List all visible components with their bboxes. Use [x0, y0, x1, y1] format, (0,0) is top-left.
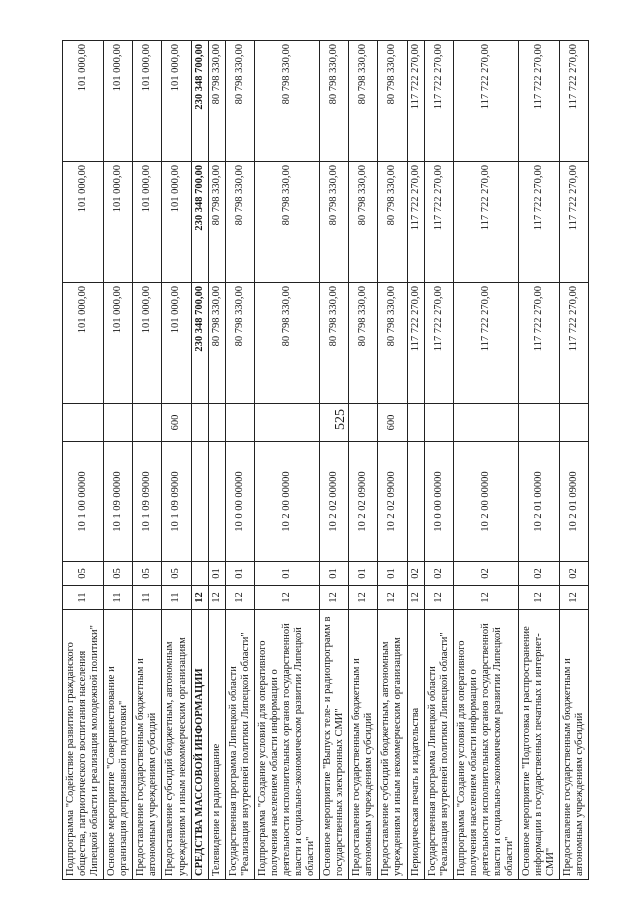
section-code-cell: 12: [254, 586, 319, 610]
row-name-cell: Основное мероприятие "Подготовка и распространение информации в государственных печатных и интернет-СМИ": [519, 610, 560, 880]
row-name-cell: Предоставление субсидий бюджетным, автономным учреждениям и иным некоммерческим организациям: [162, 610, 191, 880]
article-code-cell: 10 2 00 00000: [254, 442, 319, 562]
subsection-code-cell: 01: [349, 562, 378, 586]
subsection-code-cell: 01: [320, 562, 349, 586]
subsection-code-cell: 01: [225, 562, 254, 586]
amount-year1-cell: 101 000,00: [104, 283, 133, 404]
article-code-cell: 10 1 09 00000: [104, 442, 133, 562]
amount-year2-cell: 101 000,00: [162, 162, 191, 283]
expense-kind-cell: [320, 404, 349, 442]
amount-year2-cell: 80 798 330,00: [208, 162, 225, 283]
section-code-cell: 12: [208, 586, 225, 610]
subsection-code-cell: 01: [208, 562, 225, 586]
row-name-cell: Предоставление субсидий бюджетным, автономным учреждениям и иным некоммерческим организациям: [378, 610, 407, 880]
page-number: 525: [332, 409, 348, 430]
article-code-cell: [191, 442, 208, 562]
expense-kind-cell: 600: [378, 404, 407, 442]
amount-year3-cell: 101 000,00: [162, 41, 191, 162]
expense-kind-cell: [349, 404, 378, 442]
amount-year1-cell: 117 722 270,00: [424, 283, 453, 404]
table-row: [63, 41, 104, 880]
subsection-code-cell: 05: [162, 562, 191, 586]
row-name-cell: Предоставление государственным бюджетным и автономным учреждениям субсидий: [560, 610, 589, 880]
amount-year3-cell: 80 798 330,00: [378, 41, 407, 162]
rotated-page: [62, 40, 622, 880]
article-code-cell: 10 1 09 09000: [162, 442, 191, 562]
section-code-cell: 11: [63, 586, 104, 610]
amount-year3-cell: 80 798 330,00: [320, 41, 349, 162]
article-code-cell: 10 2 00 00000: [453, 442, 518, 562]
row-name-cell: Подпрограмма "Содействие развитию гражданского общества, патриотического воспитания населения Липецкой области и реализация молодежной политики": [63, 610, 104, 880]
amount-year3-cell: 101 000,00: [133, 41, 162, 162]
subsection-code-cell: 02: [407, 562, 424, 586]
amount-year2-cell: 101 000,00: [133, 162, 162, 283]
amount-year1-cell: 80 798 330,00: [320, 283, 349, 404]
table-row: [208, 41, 225, 880]
row-name-cell: Телевидение и радиовещание: [208, 610, 225, 880]
amount-year2-cell: 101 000,00: [104, 162, 133, 283]
table-row: [104, 41, 133, 880]
table-row: [560, 41, 589, 880]
row-name-cell: Периодическая печать и издательства: [407, 610, 424, 880]
article-code-cell: 10 0 00 00000: [225, 442, 254, 562]
amount-year1-cell: 101 000,00: [133, 283, 162, 404]
expense-kind-cell: [133, 404, 162, 442]
subsection-code-cell: 05: [133, 562, 162, 586]
section-code-cell: 12: [378, 586, 407, 610]
amount-year1-cell: 80 798 330,00: [225, 283, 254, 404]
article-code-cell: 10 1 09 09000: [133, 442, 162, 562]
expense-kind-cell: [519, 404, 560, 442]
section-code-cell: 12: [407, 586, 424, 610]
subsection-code-cell: 02: [424, 562, 453, 586]
section-code-cell: 11: [162, 586, 191, 610]
table-row: [407, 41, 424, 880]
subsection-code-cell: 02: [519, 562, 560, 586]
amount-year3-cell: 80 798 330,00: [208, 41, 225, 162]
article-code-cell: 10 2 01 09000: [560, 442, 589, 562]
subsection-code-cell: 02: [560, 562, 589, 586]
amount-year1-cell: 80 798 330,00: [208, 283, 225, 404]
subsection-code-cell: 05: [63, 562, 104, 586]
section-code-cell: 12: [453, 586, 518, 610]
subsection-code-cell: 01: [254, 562, 319, 586]
amount-year1-cell: 101 000,00: [162, 283, 191, 404]
section-code-cell: 12: [519, 586, 560, 610]
subsection-code-cell: 01: [378, 562, 407, 586]
amount-year1-cell: 80 798 330,00: [254, 283, 319, 404]
subsection-code-cell: [191, 562, 208, 586]
amount-year1-cell: 117 722 270,00: [407, 283, 424, 404]
amount-year1-cell: 80 798 330,00: [349, 283, 378, 404]
article-code-cell: 10 2 01 00000: [519, 442, 560, 562]
section-code-cell: 11: [133, 586, 162, 610]
article-code-cell: 10 1 00 00000: [63, 442, 104, 562]
section-code-cell: 12: [424, 586, 453, 610]
row-name-cell: Предоставление государственным бюджетным и автономным учреждениям субсидий: [133, 610, 162, 880]
article-code-cell: 10 2 02 09000: [349, 442, 378, 562]
amount-year1-cell: 117 722 270,00: [453, 283, 518, 404]
amount-year2-cell: 117 722 270,00: [453, 162, 518, 283]
amount-year3-cell: 117 722 270,00: [407, 41, 424, 162]
amount-year2-cell: 230 348 700,00: [191, 162, 208, 283]
amount-year1-cell: 117 722 270,00: [560, 283, 589, 404]
table-row: [191, 41, 208, 880]
row-name-cell: Предоставление государственным бюджетным и автономным учреждениям субсидий: [349, 610, 378, 880]
amount-year2-cell: 80 798 330,00: [225, 162, 254, 283]
row-name-cell: Подпрограмма "Создание условий для оперативного получения населением области информации о деятельности исполнительных органов государственной власти и социально-экономическом развитии Липецкой области": [453, 610, 518, 880]
amount-year1-cell: 80 798 330,00: [378, 283, 407, 404]
section-code-cell: 11: [104, 586, 133, 610]
amount-year2-cell: 117 722 270,00: [560, 162, 589, 283]
amount-year2-cell: 101 000,00: [63, 162, 104, 283]
amount-year1-cell: 117 722 270,00: [519, 283, 560, 404]
amount-year2-cell: 117 722 270,00: [519, 162, 560, 283]
amount-year3-cell: 117 722 270,00: [424, 41, 453, 162]
article-code-cell: 10 0 00 00000: [424, 442, 453, 562]
expense-kind-cell: [63, 404, 104, 442]
amount-year1-cell: 230 348 700,00: [191, 283, 208, 404]
section-code-cell: 12: [320, 586, 349, 610]
expense-kind-cell: [560, 404, 589, 442]
article-code-cell: [208, 442, 225, 562]
amount-year2-cell: 80 798 330,00: [349, 162, 378, 283]
expense-kind-cell: [225, 404, 254, 442]
expense-kind-cell: 600: [162, 404, 191, 442]
amount-year3-cell: 80 798 330,00: [349, 41, 378, 162]
amount-year2-cell: 117 722 270,00: [407, 162, 424, 283]
amount-year3-cell: 80 798 330,00: [225, 41, 254, 162]
table-row: [162, 41, 191, 880]
amount-year3-cell: 117 722 270,00: [453, 41, 518, 162]
amount-year2-cell: 80 798 330,00: [254, 162, 319, 283]
row-name-cell: Основное мероприятие "Выпуск теле- и радиопрограмм в государственных электронных СМИ": [320, 610, 349, 880]
subsection-code-cell: 05: [104, 562, 133, 586]
amount-year3-cell: 117 722 270,00: [519, 41, 560, 162]
table-body: [63, 41, 589, 880]
table-row: [453, 41, 518, 880]
table-row: [519, 41, 560, 880]
table-row: [378, 41, 407, 880]
section-code-cell: 12: [191, 586, 208, 610]
amount-year2-cell: 80 798 330,00: [320, 162, 349, 283]
table-row: [254, 41, 319, 880]
expense-kind-cell: [104, 404, 133, 442]
amount-year3-cell: 117 722 270,00: [560, 41, 589, 162]
article-code-cell: [407, 442, 424, 562]
article-code-cell: 10 2 02 00000: [320, 442, 349, 562]
article-code-cell: 10 2 02 09000: [378, 442, 407, 562]
table-row: [349, 41, 378, 880]
expense-kind-cell: [424, 404, 453, 442]
row-name-cell: СРЕДСТВА МАССОВОЙ ИНФОРМАЦИИ: [191, 610, 208, 880]
table-row: [424, 41, 453, 880]
amount-year3-cell: 101 000,00: [63, 41, 104, 162]
section-code-cell: 12: [225, 586, 254, 610]
expense-kind-cell: [254, 404, 319, 442]
row-name-cell: Государственная программа Липецкой области "Реализация внутренней политики Липецкой области": [225, 610, 254, 880]
expense-kind-cell: [191, 404, 208, 442]
amount-year2-cell: 117 722 270,00: [424, 162, 453, 283]
expense-kind-cell: [453, 404, 518, 442]
table-row: [320, 41, 349, 880]
subsection-code-cell: 02: [453, 562, 518, 586]
amount-year3-cell: 80 798 330,00: [254, 41, 319, 162]
amount-year3-cell: 101 000,00: [104, 41, 133, 162]
amount-year1-cell: 101 000,00: [63, 283, 104, 404]
section-code-cell: 12: [349, 586, 378, 610]
row-name-cell: Подпрограмма "Создание условий для оперативного получения населением области информации о деятельности исполнительных органов государственной власти и социально-экономическом развитии Липецкой области": [254, 610, 319, 880]
row-name-cell: Основное мероприятие "Совершенствование и организация допризывной подготовки": [104, 610, 133, 880]
row-name-cell: Государственная программа Липецкой области "Реализация внутренней политики Липецкой области": [424, 610, 453, 880]
expense-kind-cell: [208, 404, 225, 442]
amount-year2-cell: 80 798 330,00: [378, 162, 407, 283]
section-code-cell: 12: [560, 586, 589, 610]
amount-year3-cell: 230 348 700,00: [191, 41, 208, 162]
expense-kind-cell: [407, 404, 424, 442]
table-row: [133, 41, 162, 880]
budget-table: [62, 40, 589, 880]
table-row: [225, 41, 254, 880]
